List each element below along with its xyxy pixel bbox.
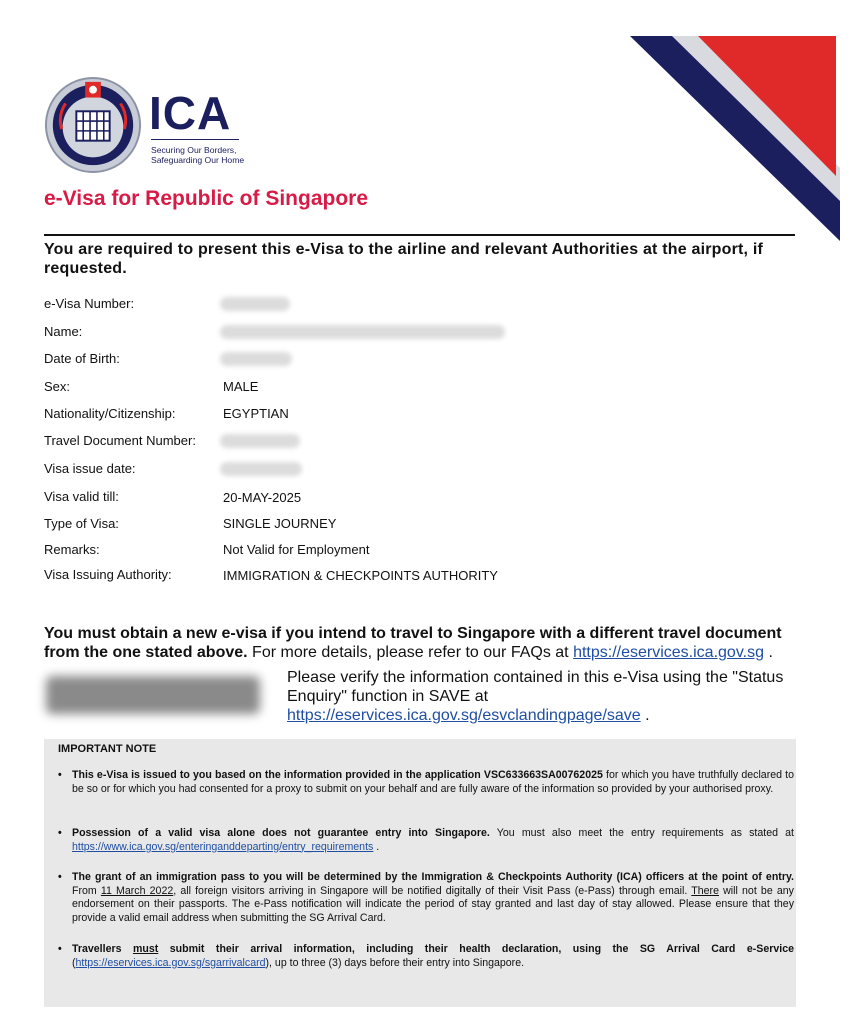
note-4-bold-a: Travellers [72,943,122,955]
note-item-2 [58,827,794,854]
logo-divider [151,139,239,140]
note-3-there: There [691,884,719,897]
corner-stripe-graphic [630,36,840,246]
field-label-dob: Date of Birth: [44,351,120,366]
note-3-text-a: , all foreign visitors arriving in Singapore will be notified digitally of their Visit Pass (e-Pass) through email. [173,884,688,897]
verify-notice [287,668,807,725]
note-4-open-paren: ( [72,956,76,969]
field-label-travel-doc: Travel Document Number: [44,433,196,448]
field-label-evisa-number: e-Visa Number: [44,296,135,311]
note-item-1 [58,769,794,796]
verify-suffix: . [645,707,650,724]
field-value-sex: MALE [223,379,259,394]
field-label-sex: Sex: [44,379,71,394]
redacted-travel-doc [220,434,300,448]
faq-prefix: For more details, please refer to our FAQs at [252,644,569,661]
redacted-dob [220,352,292,366]
document-title: e-Visa for Republic of Singapore [44,187,369,210]
note-3-text-b: will not be any endorsement on their passports. The e-Pass notification will indicate the period of stay granted and last day of stay allowed. Please ensure that they provide a valid email address when submitting the SG Arrival Card. [72,884,794,924]
save-link[interactable]: https://eservices.ica.gov.sg/esvclandingpage/save [287,707,641,724]
bullet-icon: • [58,827,62,839]
note-4-bold-b: submit their arrival information, including their health declaration, using the SG Arrival Card e-Service [169,943,794,955]
note-2-text: You must also meet the entry requirements as stated at [496,827,794,839]
field-label-nationality: Nationality/Citizenship: [44,406,176,421]
logo-tagline-line-1: Securing Our Borders, [151,145,237,155]
note-4-must: must [132,943,159,955]
field-value-nationality: EGYPTIAN [223,406,289,421]
entry-requirements-link[interactable]: https://www.ica.gov.sg/enteringanddeparting/entry_requirements [72,840,374,853]
field-value-valid-till: 20-MAY-2025 [223,490,302,505]
field-label-remarks: Remarks: [44,542,100,557]
bullet-icon: • [58,943,62,955]
logo-tagline-line-2: Safeguarding Our Home [151,155,245,165]
title-divider [44,234,795,236]
note-1-bold: This e-Visa is issued to you based on the information provided in the application VSC633663SA00762025 [72,769,603,781]
bullet-icon: • [58,871,62,883]
field-value-visa-type: SINGLE JOURNEY [223,516,337,531]
logo-wordmark: ICA [149,87,232,139]
logo-tagline [151,145,261,165]
field-label-issue-date: Visa issue date: [44,461,136,476]
redacted-issue-date [220,462,302,476]
note-3-date: 11 March 2022 [100,884,174,897]
new-visa-bold: You must obtain a new e-visa if you intend to travel to Singapore with a different travel document from the one stated above. [44,625,782,661]
requirement-statement: You are required to present this e-Visa to the airline and relevant Authorities at the airport, if requested. [44,241,764,277]
note-2-suffix: . [376,840,380,853]
field-label-name: Name: [44,324,83,339]
field-value-authority: IMMIGRATION & CHECKPOINTS AUTHORITY [223,568,498,583]
note-2-bold: Possession of a valid visa alone does not guarantee entry into Singapore. [72,827,490,839]
important-note-box [44,739,796,1007]
field-label-visa-type: Type of Visa: [44,516,119,531]
redacted-qr-code [46,676,260,714]
redacted-evisa-number [220,297,290,311]
important-note-title: IMPORTANT NOTE [58,743,157,755]
faq-suffix: . [768,644,773,661]
faq-link[interactable]: https://eservices.ica.gov.sg [573,644,764,661]
redacted-name [220,325,505,339]
note-3-from: From [72,884,97,897]
bullet-icon: • [58,769,62,781]
new-visa-notice [44,624,804,662]
verify-text: Please verify the information contained in this e-Visa using the "Status Enquiry" function in SAVE at [287,669,784,705]
field-label-authority: Visa Issuing Authority: [44,567,172,582]
field-label-valid-till: Visa valid till: [44,489,119,504]
note-4-text: ), up to three (3) days before their entry into Singapore. [265,956,525,969]
note-3-bold: The grant of an immigration pass to you will be determined by the Immigration & Checkpoints Authority (ICA) officers at the point of entry. [72,871,794,883]
note-item-3 [58,871,794,925]
ica-seal-icon [44,76,142,174]
note-1-text: for which you have truthfully declared to be so or for which you had consented for a proxy to submit on your behalf and are fully aware of the information so provided by your authorised proxy. [72,769,794,795]
sg-arrival-card-link[interactable]: https://eservices.ica.gov.sg/sgarrivalcard [75,956,266,969]
note-item-4 [58,943,794,970]
field-value-remarks: Not Valid for Employment [223,542,370,557]
